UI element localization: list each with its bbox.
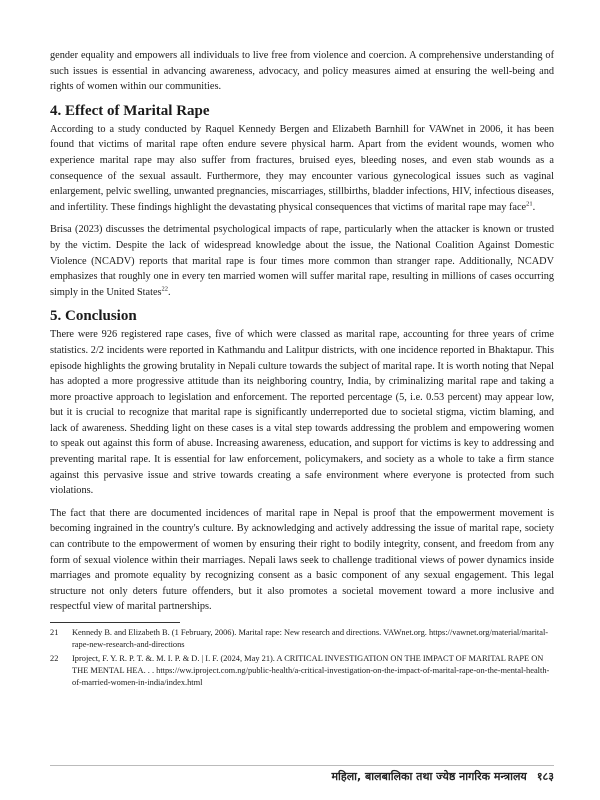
section-4-paragraph-1: According to a study conducted by Raquel Kennedy Bergen and Elizabeth Barnhill for VAWnet in 2006, it has been found that victims of marital rape often endure severe physical harm. Apart from the evident wounds, women who experience marital rape may also suffer from fractures, bruised eyes, bleeding noses, and even stab wounds as a consequence of the sexual assault. Furthermore, they may encounter various gynecological issues such as vaginal enlargement, pelvic swelling, unwanted pregnancies, miscarriages, stillbirths, bladder infections, HIV, infectious diseases, and infertility. These findings highlight the devastating physical consequences that victims of marital rape may face$^{21}$. bbox=[50, 123, 554, 213]
page-footer bbox=[50, 765, 554, 786]
footnote-number: 22 bbox=[50, 654, 59, 663]
section-5-paragraph-2: The fact that there are documented incidences of marital rape in Nepal is proof that the empowerment movement is becoming ingrained in the country's culture. By acknowledging and actively addressing the issue of marital rape, society can contribute to the empowerment of women by ensuring their right to bodily integrity, consent, and freedom from any form of sexual violence within their marriages. Nepali laws seek to challenge traditional views of power dynamics inside marriages and promote equality by recognizing consent as a basic component of any sexual engagement. This legal structure not only deters future offenders, but it also promotes a societal movement toward a more inclusive and respectful view of marital partnerships. bbox=[50, 507, 554, 613]
footnote-divider bbox=[50, 622, 180, 623]
footer-title: महिला, बालबालिका तथा ज्येष्ठ नागरिक मन्त्रालय bbox=[331, 769, 527, 783]
section-4-paragraph-2: Brisa (2023) discusses the detrimental psychological impacts of rape, particularly when the attacker is known or trusted by the victim. Despite the lack of widespread knowledge about the issue, the National Coalition Against Domestic Violence (NCADV) reports that marital rape is four times more common than stranger rape. Additionally, NCADV emphasizes that roughly one in every ten married women will suffer marital rape, resulting in millions of cases occurring simply in the United States$^{22}$. bbox=[50, 224, 554, 298]
section-4-paragraph-2-text: Brisa (2023) discusses the detrimental psychological impacts of rape, particularly when the attacker is known or trusted by the victim. Despite the lack of widespread knowledge about the issue, the National Coalition Against Domestic Violence (NCADV) reports that marital rape is four times more common than stranger rape. Additionally, NCADV emphasizes that roughly one in every ten married women will suffer marital rape, resulting in millions of cases occurring simply in the United States bbox=[50, 224, 554, 298]
section-5-paragraph-1: There were 926 registered rape cases, five of which were classed as marital rape, accounting for three years of crime statistics. 2/2 incidents were reported in Kathmandu and Lalitpur districts, with one incidence reported in Bhaktapur. This episode highlights the growing brutality in Nepali culture towards the subject of marital rape. It is worth noting that Nepal has adopted a more progressive attitude than its neighboring country, India, by criminalizing marital rape and taking a more proactive approach to legislation and enforcement. The reported percentage (5, i.e. 0.53 percent) may appear low, but it is crucial to recognize that marital rape is significantly underreported due to societal stigma, victim blaming, and lack of awareness. Shedding light on these cases is a vital step towards addressing the problem and empowering women to speak out against this form of abuse. Increasing awareness, education, and support for victims is key to addressing and preventing marital rape. It is essential for law enforcement, policymakers, and society as a whole to take a firm stance against this pervasive issue and strive towards creating a safe environment where everyone is protected from such violations. bbox=[50, 329, 554, 497]
section-4-heading: 4. Effect of Marital Rape bbox=[50, 102, 210, 119]
section-4-paragraph-1-text: According to a study conducted by Raquel Kennedy Bergen and Elizabeth Barnhill for VAWnet in 2006, it has been found that victims of marital rape often endure severe physical harm. Apart from the evident wounds, women who experience marital rape may also suffer from fractures, bruised eyes, bleeding noses, and even stab wounds as a consequence of the sexual assault. Furthermore, they may encounter various gynecological issues such as vaginal enlargement, pelvic swelling, unwanted pregnancies, miscarriages, stillbirths, bladder infections, HIV, infectious diseases, and infertility. These findings highlight the devastating physical consequences that victims of marital rape may face bbox=[50, 123, 554, 213]
document-body bbox=[50, 48, 554, 691]
footnote-ref-21[interactable]: 21 bbox=[526, 200, 533, 208]
section-5-heading: 5. Conclusion bbox=[50, 308, 137, 325]
intro-paragraph: gender equality and empowers all individuals to live free from violence and coercion. A comprehensive understanding of such issues is essential in advancing awareness, advocacy, and policy measures aimed at ensuring the well-being and rights of women within our communities. bbox=[50, 50, 554, 93]
footnote-text[interactable]: Iproject, F. Y. R. P. T. &. M. I. P. & D. | I. F. (2024, May 21). A CRITICAL INVESTIGATION ON THE IMPACT OF MARITAL RAPE ON THE MENTAL HEA. . . https://ww.iproject.com.ng/public-health/a-critical-investigation-on-the-impact-of-marital-rape-on-the-mental-health-of-married-women-in-india/index.html bbox=[72, 654, 550, 687]
footnote-text[interactable]: Kennedy B. and Elizabeth B. (1 February, 2006). Marital rape: New research and directions. VAWnet.org. https://vawnet.org/material/marital-rape-new-research-and-directions bbox=[72, 628, 549, 649]
footnote-ref-22[interactable]: 22 bbox=[161, 285, 169, 293]
footnote-22 bbox=[50, 653, 554, 689]
footnote-21 bbox=[50, 627, 554, 651]
page-number: १८३ bbox=[536, 769, 554, 783]
footnote-number: 21 bbox=[50, 628, 59, 637]
